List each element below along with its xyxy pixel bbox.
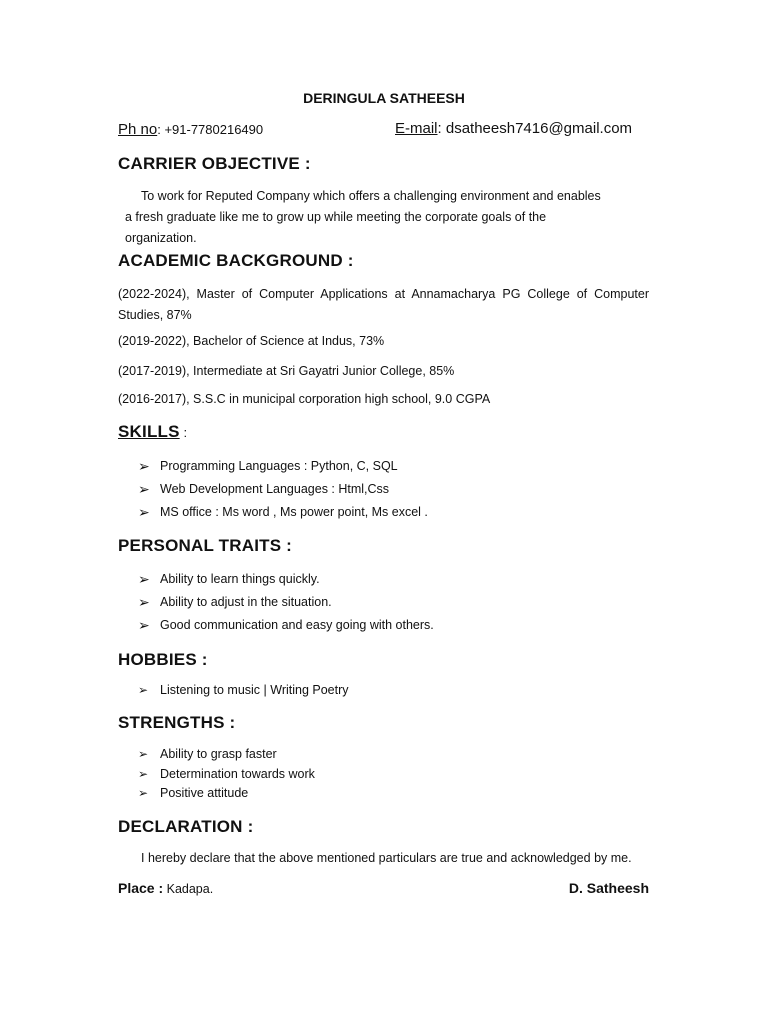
arrow-bullet-icon: ➢ <box>138 786 149 800</box>
skill-text: MS office : Ms word , Ms power point, Ms excel . <box>160 505 428 519</box>
declaration-text: I hereby declare that the above mentioned particulars are true and acknowledged by me. <box>141 851 632 865</box>
traits-heading: PERSONAL TRAITS : <box>118 536 293 555</box>
arrow-bullet-icon: ➢ <box>138 766 149 781</box>
skills-heading-suffix: : <box>179 425 188 440</box>
list-item <box>138 568 434 591</box>
objective-line-3: organization. <box>125 231 197 245</box>
signature: D. Satheesh <box>568 880 649 896</box>
list-item <box>138 614 434 637</box>
skill-text: Web Development Languages : Html,Css <box>160 482 390 496</box>
place-line <box>118 880 213 896</box>
place-label: Place : <box>118 880 164 896</box>
list-item <box>138 745 315 765</box>
place-value: Kadapa. <box>163 882 214 896</box>
email-value: dsatheesh7416@gmail.com <box>445 120 633 137</box>
hobbies-list <box>138 681 349 701</box>
phone-colon: : <box>157 122 165 137</box>
skills-list <box>138 455 428 524</box>
academic-entry-1: (2022-2024), Master of Computer Applications at Annamacharya PG College of Computer Studies, 87% <box>118 287 649 322</box>
arrow-bullet-icon: ➢ <box>138 504 150 520</box>
phone-value: +91-7780216490 <box>164 122 264 137</box>
objective-line-2: a fresh graduate like me to grow up while meeting the corporate goals of the <box>125 210 547 224</box>
strength-text: Determination towards work <box>160 766 315 781</box>
arrow-bullet-icon: ➢ <box>138 458 150 474</box>
list-item <box>138 784 315 804</box>
phone-label: Ph no <box>118 121 158 138</box>
phone-line <box>118 121 263 138</box>
email-label: E-mail <box>395 120 438 137</box>
declaration-heading: DECLARATION : <box>118 817 254 836</box>
email-colon: : <box>437 120 446 137</box>
arrow-bullet-icon: ➢ <box>138 594 150 610</box>
list-item <box>138 455 428 478</box>
trait-text: Ability to adjust in the situation. <box>160 595 332 609</box>
academic-heading: ACADEMIC BACKGROUND : <box>118 251 354 270</box>
trait-text: Ability to learn things quickly. <box>160 572 320 586</box>
strength-text: Ability to grasp faster <box>160 747 277 761</box>
strength-text: Positive attitude <box>160 786 249 800</box>
academic-entry-4: (2016-2017), S.S.C in municipal corporation high school, 9.0 CGPA <box>118 392 491 406</box>
email-line <box>395 120 632 137</box>
arrow-bullet-icon: ➢ <box>138 571 150 587</box>
list-item <box>138 478 428 501</box>
arrow-bullet-icon: ➢ <box>138 683 149 697</box>
traits-list <box>138 568 434 637</box>
hobby-text: Listening to music | Writing Poetry <box>160 683 349 697</box>
academic-entry-3: (2017-2019), Intermediate at Sri Gayatri Junior College, 85% <box>118 364 455 378</box>
arrow-bullet-icon: ➢ <box>138 747 149 761</box>
academic-entry-2: (2019-2022), Bachelor of Science at Indus, 73% <box>118 334 385 348</box>
objective-heading: CARRIER OBJECTIVE : <box>118 154 311 173</box>
skill-text: Programming Languages : Python, C, SQL <box>160 459 398 473</box>
hobbies-heading: HOBBIES : <box>118 650 208 669</box>
strengths-heading: STRENGTHS : <box>118 713 236 732</box>
list-item <box>138 681 349 701</box>
trait-text: Good communication and easy going with others. <box>160 618 434 632</box>
skills-heading: SKILLS <box>118 422 180 441</box>
arrow-bullet-icon: ➢ <box>138 481 150 497</box>
resume-name: DERINGULA SATHEESH <box>303 90 465 106</box>
strengths-list <box>138 745 315 804</box>
list-item <box>138 501 428 524</box>
list-item <box>138 591 434 614</box>
arrow-bullet-icon: ➢ <box>138 617 150 633</box>
list-item <box>138 765 315 785</box>
objective-line-1: To work for Reputed Company which offers a challenging environment and enables <box>141 189 601 203</box>
skills-heading-line <box>118 422 187 442</box>
